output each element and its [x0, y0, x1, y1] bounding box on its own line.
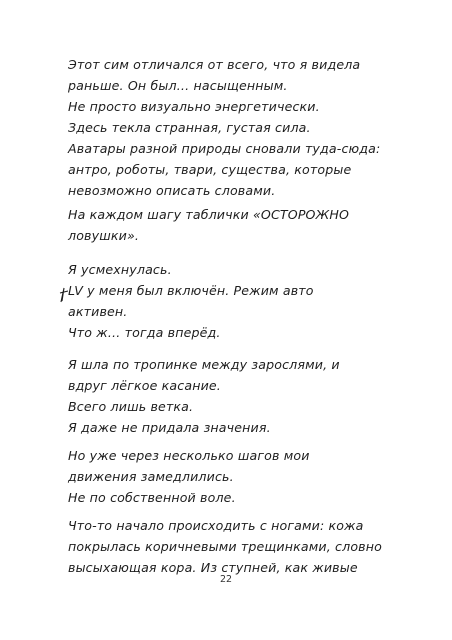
text-line: высыхающая кора. Из ступней, как живые — [68, 560, 358, 575]
text-line: Я шла по тропинке между зарослями, и — [68, 357, 340, 372]
text-line: Но уже через несколько шагов мои — [68, 448, 310, 463]
text-line: активен. — [68, 304, 128, 319]
text-line: антро, роботы, твари, существа, которые — [68, 162, 352, 177]
text-line: движения замедлились. — [68, 469, 234, 484]
page-number: 22 — [219, 574, 233, 585]
text-line: Всего лишь ветка. — [68, 399, 194, 414]
text-line: раньше. Он был… насыщенным. — [68, 78, 288, 93]
text-line: На каждом шагу таблички «ОСТОРОЖНО — [68, 207, 350, 222]
text-line: Я усмехнулась. — [68, 262, 172, 277]
text-line: невозможно описать словами. — [68, 183, 276, 198]
text-line: Что-то начало происходить с ногами: кожа — [68, 518, 364, 533]
text-line: Я даже не придала значения. — [68, 420, 271, 435]
text-line: Не по собственной воле. — [68, 490, 236, 505]
text-line: ловушки». — [68, 228, 140, 243]
text-line: покрылась коричневыми трещинками, словно — [68, 539, 382, 554]
text-line: Этот сим отличался от всего, что я видела — [68, 57, 361, 72]
text-line: Здесь текла странная, густая сила. — [68, 120, 311, 135]
text-line: LV у меня был включён. Режим авто — [68, 283, 314, 298]
text-line: Не просто визуально энергетически. — [68, 99, 320, 114]
text-line: Аватары разной природы сновали туда-сюда: — [68, 141, 381, 156]
text-line: Что ж… тогда вперёд. — [68, 325, 221, 340]
text-line: вдруг лёгкое касание. — [68, 378, 221, 393]
